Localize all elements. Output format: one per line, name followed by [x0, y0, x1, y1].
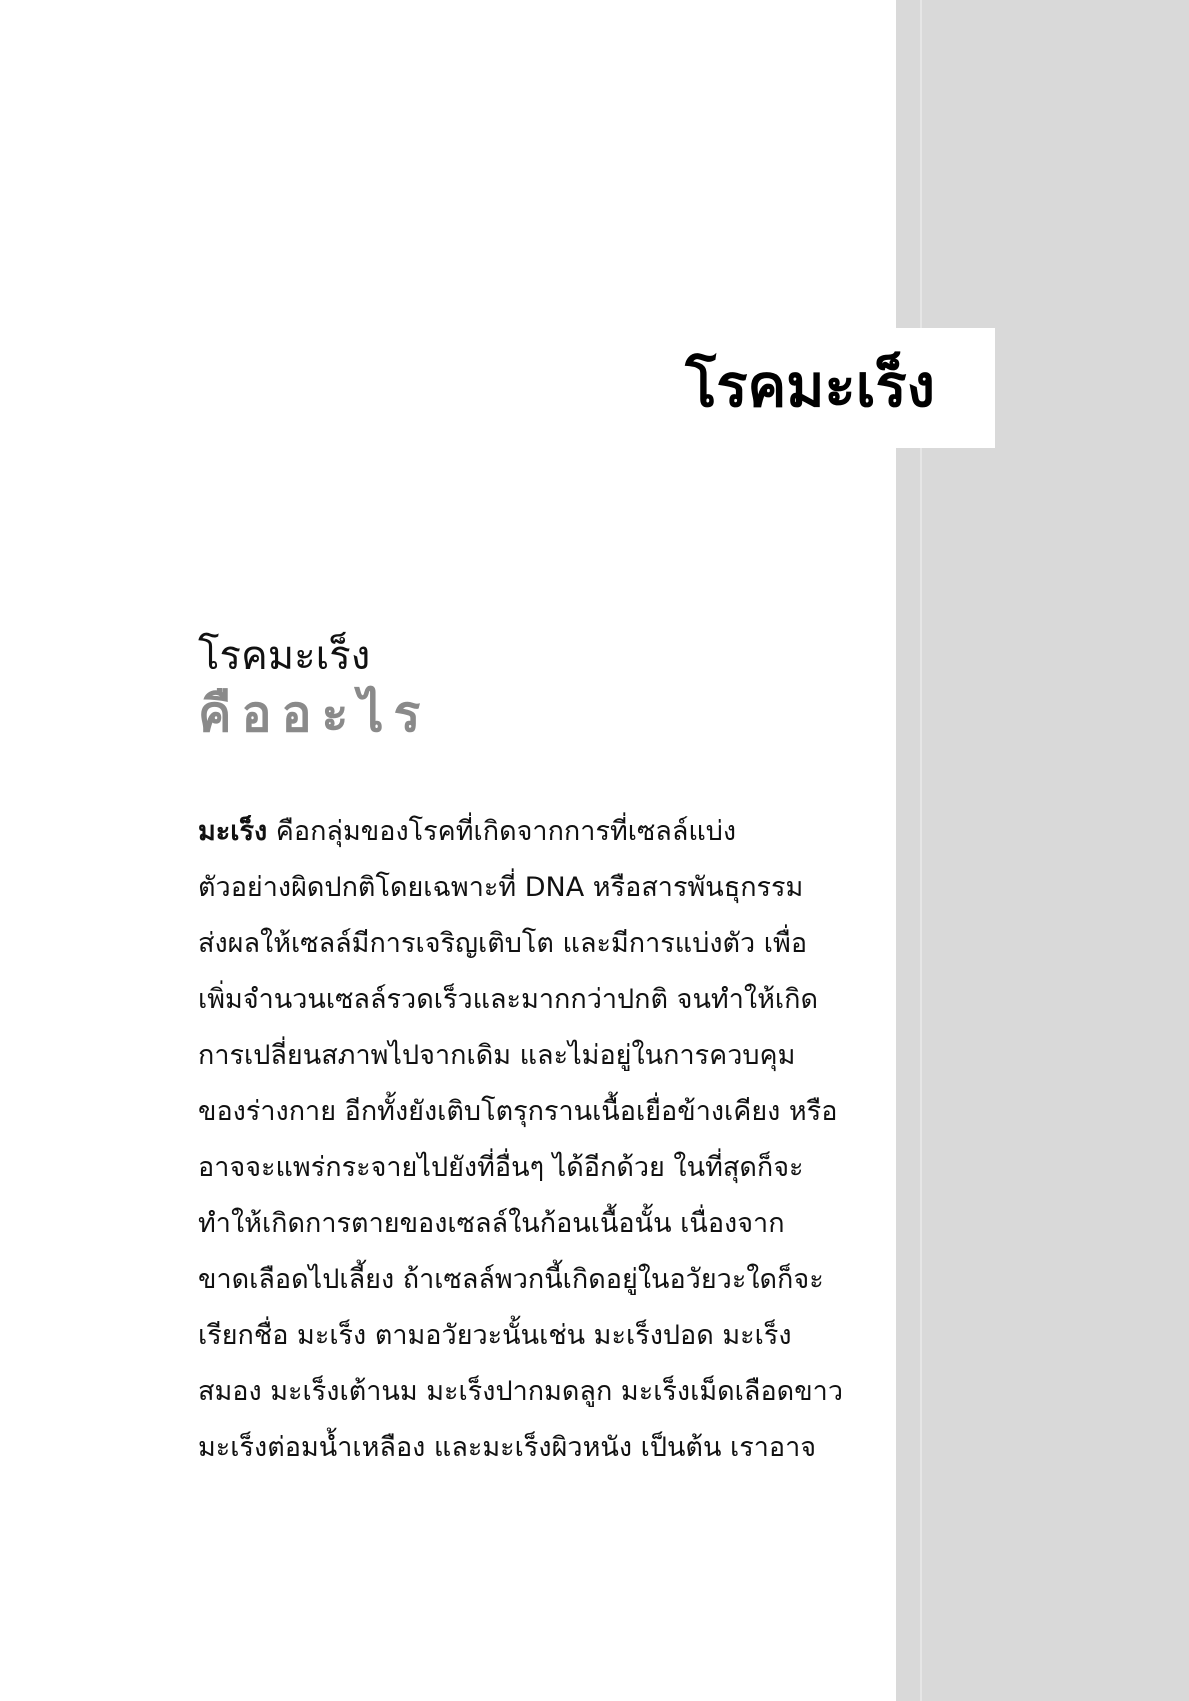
- side-band: [896, 0, 1189, 1701]
- body-line-7: อาจจะแพร่กระจายไปยังที่อื่นๆ ได้อีกด้วย ในที่สุดก็จะ: [198, 1152, 804, 1183]
- body-line-2: ตัวอย่างผิดปกติโดยเฉพาะที่ DNA หรือสารพันธุกรรม: [198, 872, 804, 903]
- section-heading: [198, 628, 430, 744]
- side-band-divider: [920, 0, 922, 1701]
- section-heading-topic: โรคมะเร็ง: [198, 633, 371, 679]
- body-paragraph: [198, 804, 862, 1476]
- body-line-5: การเปลี่ยนสภาพไปจากเดิม และไม่อยู่ในการควบคุม: [198, 1040, 796, 1071]
- body-line-11: สมอง มะเร็งเต้านม มะเร็งปากมดลูก มะเร็งเม็ดเลือดขาว: [198, 1376, 843, 1407]
- body-line-8: ทำให้เกิดการตายของเซลล์ในก้อนเนื้อนั้น เนื่องจาก: [198, 1208, 785, 1239]
- body-line-9: ขาดเลือดไปเลี้ยง ถ้าเซลล์พวกนี้เกิดอยู่ในอวัยวะใดก็จะ: [198, 1264, 824, 1295]
- body-line-1: [198, 804, 862, 860]
- body-line-12: มะเร็งต่อมน้ำเหลือง และมะเร็งผิวหนัง เป็นต้น เราอาจ: [198, 1432, 817, 1463]
- lead-word: มะเร็ง: [198, 816, 268, 847]
- body-line-1-text: คือกลุ่มของโรคที่เกิดจากการที่เซลล์แบ่ง: [267, 816, 737, 847]
- body-line-6: ของร่างกาย อีกทั้งยังเติบโตรุกรานเนื้อเยื่อข้างเคียง หรือ: [198, 1096, 838, 1127]
- body-line-10: เรียกชื่อ มะเร็ง ตามอวัยวะนั้นเช่น มะเร็งปอด มะเร็ง: [198, 1320, 792, 1351]
- section-heading-question: คืออะไร: [198, 685, 431, 743]
- chapter-title: โรคมะเร็ง: [685, 352, 935, 420]
- body-line-4: เพิ่มจำนวนเซลล์รวดเร็วและมากกว่าปกติ จนทำให้เกิด: [198, 984, 818, 1015]
- body-line-3: ส่งผลให้เซลล์มีการเจริญเติบโต และมีการแบ่งตัว เพื่อ: [198, 928, 808, 959]
